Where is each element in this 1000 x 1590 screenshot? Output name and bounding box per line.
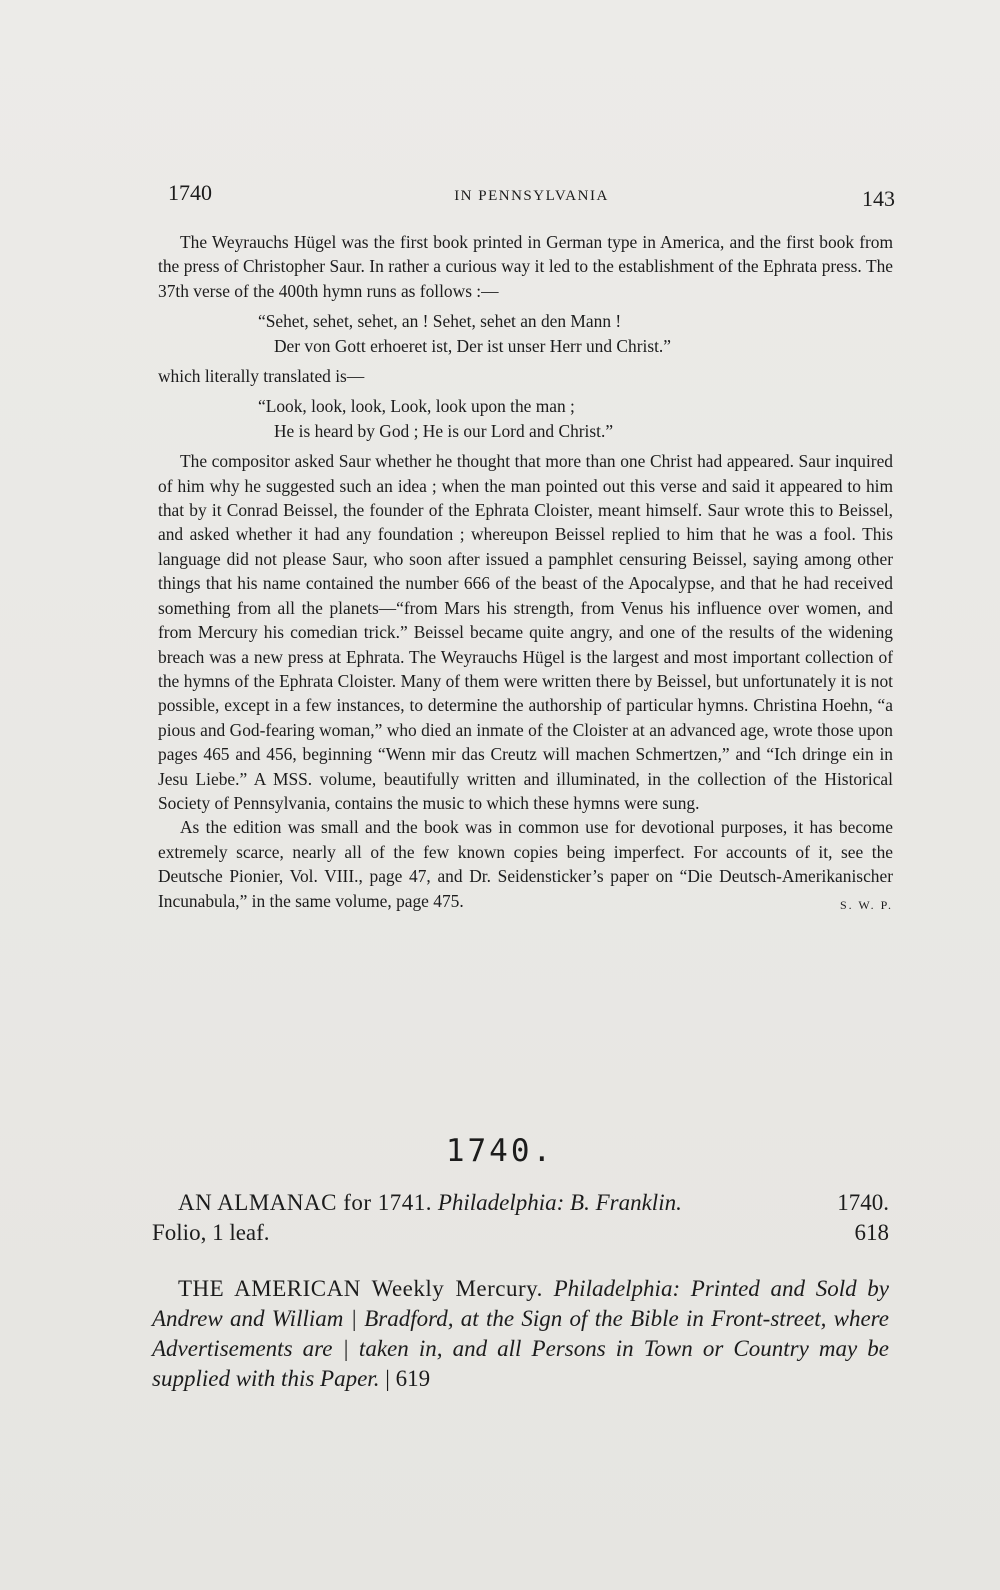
year-heading: 1740. (445, 1133, 555, 1169)
entry-619-title: THE AMERICAN Weekly Mercury. (178, 1276, 543, 1301)
entry-618-number: 618 (854, 1220, 889, 1245)
english-verse (258, 394, 893, 443)
entry-619-number: 619 (395, 1366, 431, 1391)
author-signature: S. W. P. (839, 897, 893, 912)
entry-619-imprint: Philadelphia: Printed and Sold by Andrew and William | Bradford, at the Sign of the Bible in Front-street, where Advertisements are | taken in, and all Persons in Town or Country may be supplied with this Paper. (152, 1276, 889, 1391)
entry-618-format: Folio, 1 leaf. (152, 1220, 270, 1245)
german-verse-line-2: Der von Gott erhoeret ist, Der ist unser Herr und Christ.” (274, 335, 671, 356)
german-verse-line-1: “Sehet, sehet, sehet, an ! Sehet, sehet an den Mann ! (258, 311, 622, 332)
body-text (158, 230, 893, 917)
page-number: 143 (862, 186, 895, 211)
paragraph-3 (158, 815, 893, 913)
paragraph-3-text: As the edition was small and the book was in common use for devotional purposes, it has become extremely scarce, nearly all of the few known copies being imperfect. For accounts of it, see the Deutsche Pionier, Vol. VIII., page 47, and Dr. Seidensticker’s paper on “Die Deutsch-Amerikanischer Incunabula,” in the same volume, page 475. (158, 817, 893, 911)
running-title: IN PENNSYLVANIA (454, 188, 609, 204)
translation-intro: which literally translated is— (158, 366, 365, 387)
paragraph-1: The Weyrauchs Hügel was the first book printed in German type in America, and the first book from the press of Christopher Saur. In rather a curious way it led to the establishment of the Ephrata press. The 37th verse of the 400th hymn runs as follows :— (158, 232, 893, 301)
entry-618-year: 1740. (837, 1190, 889, 1215)
english-verse-line-1: “Look, look, look, Look, look upon the man ; (258, 396, 575, 417)
entry-618-title: AN ALMANAC for 1741. (178, 1190, 433, 1215)
german-verse (258, 309, 893, 358)
english-verse-line-2: He is heard by God ; He is our Lord and Christ.” (274, 420, 614, 441)
entry-619 (152, 1274, 889, 1394)
entry-619-separator: | (385, 1366, 390, 1391)
header-year: 1740 (168, 180, 212, 205)
paragraph-2: The compositor asked Saur whether he thought that more than one Christ had appeared. Saur inquired of him why he suggested such an idea ; when the man pointed out this verse and said it appeared to him that by it Conrad Beissel, the founder of the Ephrata Cloister, meant himself. Saur wrote this to Beissel, and asked whether it had any foundation ; whereupon Beissel replied to him that he was a fool. This language did not please Saur, who soon after issued a pamphlet censuring Beissel, saying among other things that his name contained the number 666 of the beast of the Apocalypse, and that he had received something from all the planets—“from Mars his strength, from Venus his influence over women, and from Mercury his comedian trick.” Beissel became quite angry, and one of the results of the widening breach was a new press at Ephrata. The Weyrauchs Hügel is the largest and most important collection of the hymns of the Ephrata Cloister. Many of them were written there by Beissel, but unfortunately it is not possible, except in a few instances, to determine the authorship of particular hymns. Christina Hoehn, “a pious and God-fearing woman,” who died an inmate of the Cloister at an advanced age, wrote those upon pages 465 and 456, beginning “Wenn mir das Creutz will machen Schmertzen,” and “Ich dringe ein in Jesu Liebe.” A MSS. volume, beautifully written and illuminated, in the collection of the Historical Society of Pennsylvania, contains the music to which these hymns were sung. (158, 451, 893, 813)
bibliography-entries (152, 1188, 889, 1420)
entry-618 (152, 1188, 889, 1248)
entry-618-imprint: Philadelphia: B. Franklin. (437, 1190, 682, 1215)
